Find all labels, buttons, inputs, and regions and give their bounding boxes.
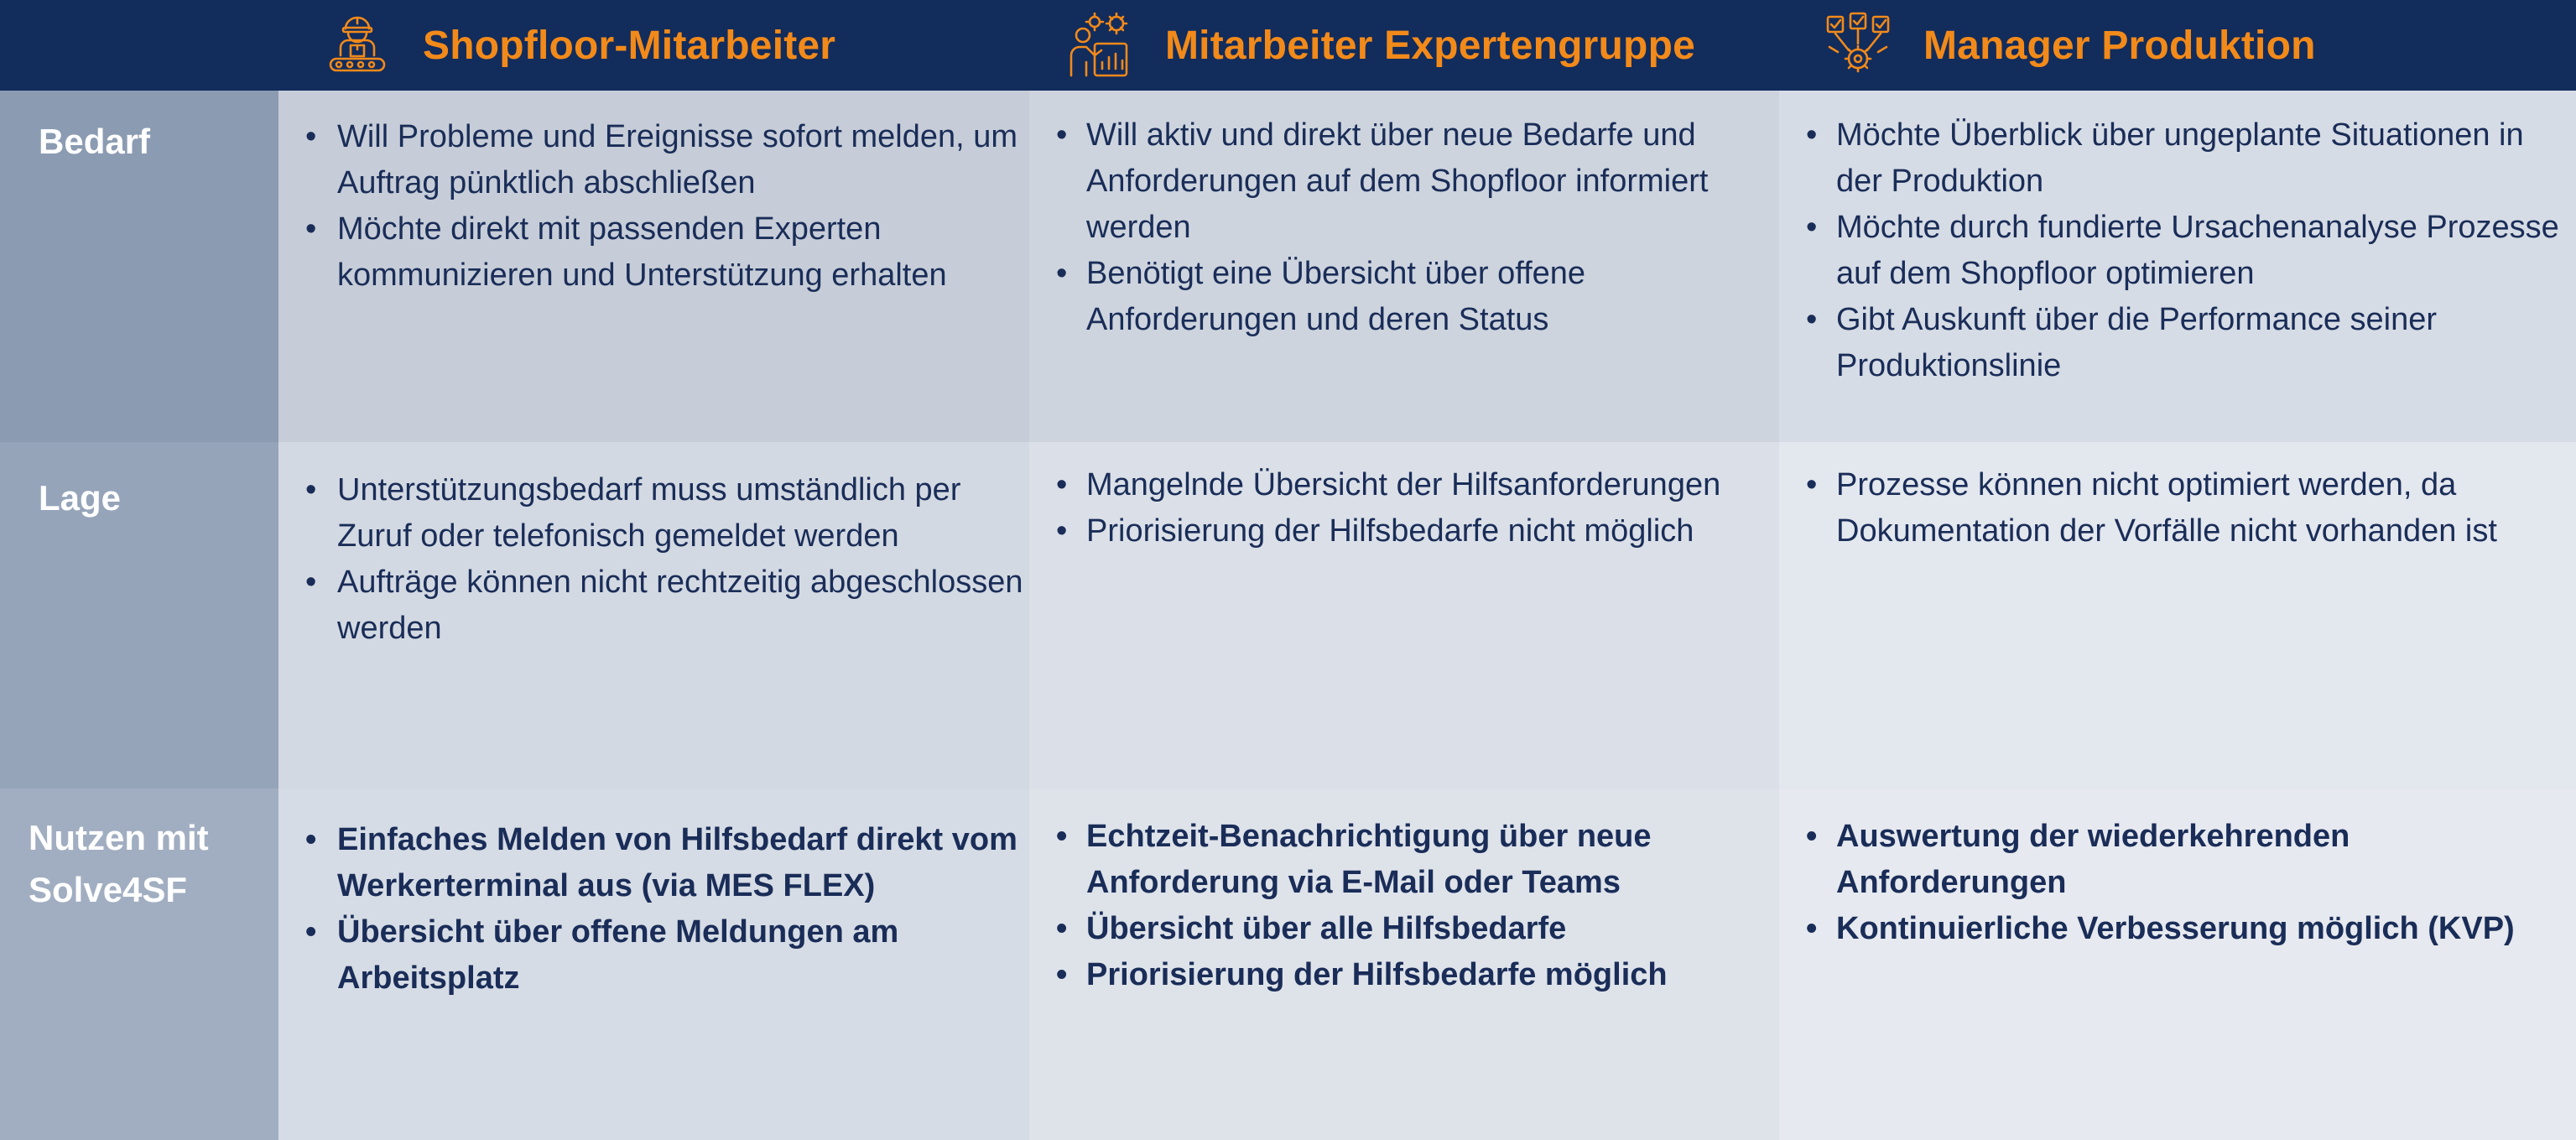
cell-bedarf-expertengruppe [1029, 91, 1779, 442]
column-title: Mitarbeiter Expertengruppe [1165, 23, 1695, 68]
bullet-list [1029, 814, 1779, 998]
cell-bedarf-manager [1779, 91, 2576, 442]
list-item: • Möchte Überblick über ungeplante Situationen in der Produktion [1779, 112, 2576, 205]
bullet-list [1779, 112, 2576, 389]
row-label: Lage [39, 478, 122, 518]
column-title: Shopfloor-Mitarbeiter [423, 23, 836, 68]
manager-icon [1823, 10, 1893, 81]
cell-lage-shopfloor [278, 442, 1029, 789]
bullet-list [278, 817, 1029, 1002]
list-item: • Übersicht über alle Hilfsbedarfe [1029, 906, 1779, 952]
list-item: • Priorisierung der Hilfsbedarfe möglich [1029, 952, 1779, 998]
row-label-lage [0, 442, 278, 789]
list-item: • Benötigt eine Übersicht über offene Anforderungen und deren Status [1029, 251, 1779, 343]
cell-bedarf-shopfloor [278, 91, 1029, 442]
worker-icon [322, 10, 393, 81]
bullet-list [1779, 814, 2576, 952]
column-title: Manager Produktion [1923, 23, 2316, 68]
list-item: • Einfaches Melden von Hilfsbedarf direkt vom Werkerterminal aus (via MES FLEX) [278, 817, 1029, 909]
cell-nutzen-expertengruppe [1029, 789, 1779, 1140]
row-label: Bedarf [39, 122, 151, 161]
list-item: • Priorisierung der Hilfsbedarfe nicht möglich [1029, 508, 1779, 554]
list-item: • Echtzeit-Benachrichtigung über neue Anforderung via E-Mail oder Teams [1029, 814, 1779, 906]
list-item: • Will Probleme und Ereignisse sofort melden, um Auftrag pünktlich abschließen [278, 114, 1029, 206]
bullet-list [278, 467, 1029, 652]
expert-group-icon [1064, 10, 1135, 81]
row-label-nutzen [0, 789, 278, 1140]
row-label-bedarf [0, 91, 278, 442]
column-header-shopfloor [278, 0, 1029, 91]
bullet-list [1779, 462, 2576, 554]
column-header-manager [1779, 0, 2576, 91]
header-corner [0, 0, 278, 91]
list-item: • Mangelnde Übersicht der Hilfsanforderungen [1029, 462, 1779, 508]
column-header-expertengruppe [1029, 0, 1779, 91]
list-item: • Unterstützungsbedarf muss umständlich per Zuruf oder telefonisch gemeldet werden [278, 467, 1029, 560]
list-item: • Übersicht über offene Meldungen am Arbeitsplatz [278, 909, 1029, 1002]
bullet-list [1029, 112, 1779, 343]
list-item: • Prozesse können nicht optimiert werden, da Dokumentation der Vorfälle nicht vorhanden ist [1779, 462, 2576, 554]
bullet-list [1029, 462, 1779, 554]
cell-nutzen-shopfloor [278, 789, 1029, 1140]
row-label-line: Solve4SF [29, 870, 188, 909]
cell-lage-expertengruppe [1029, 442, 1779, 789]
bullet-list [278, 114, 1029, 299]
list-item: • Will aktiv und direkt über neue Bedarfe und Anforderungen auf dem Shopfloor informiert werden [1029, 112, 1779, 251]
cell-lage-manager [1779, 442, 2576, 789]
row-label-line: Nutzen mit [29, 818, 209, 857]
list-item: • Auswertung der wiederkehrenden Anforderungen [1779, 814, 2576, 906]
list-item: • Möchte durch fundierte Ursachenanalyse Prozesse auf dem Shopfloor optimieren [1779, 205, 2576, 297]
cell-nutzen-manager [1779, 789, 2576, 1140]
list-item: • Gibt Auskunft über die Performance seiner Produktionslinie [1779, 297, 2576, 389]
list-item: • Kontinuierliche Verbesserung möglich (KVP) [1779, 906, 2576, 952]
list-item: • Aufträge können nicht rechtzeitig abgeschlossen werden [278, 560, 1029, 652]
list-item: • Möchte direkt mit passenden Experten kommunizieren und Unterstützung erhalten [278, 206, 1029, 299]
